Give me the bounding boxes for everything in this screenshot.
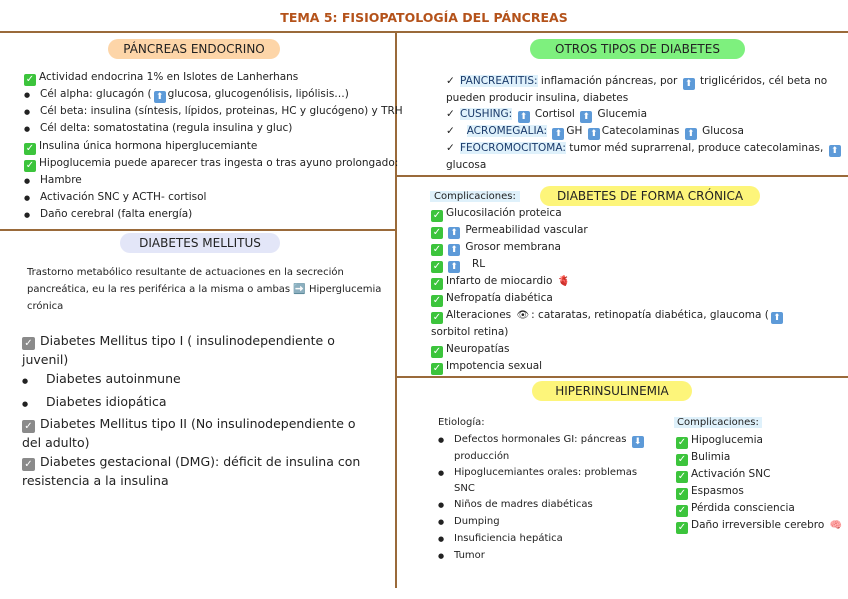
arrow-up-icon: ⬆ bbox=[771, 312, 783, 324]
cronica-list bbox=[431, 205, 785, 375]
checkmark-icon: ✓ bbox=[677, 454, 687, 465]
list-item bbox=[446, 157, 843, 173]
list-item bbox=[431, 239, 785, 256]
item-text: Diabetes Mellitus tipo II (No insulinodependiente o bbox=[40, 415, 356, 431]
item-text: triglicéridos, cél beta no bbox=[696, 75, 828, 87]
bullet-icon: ● bbox=[438, 436, 445, 444]
page-title: TEMA 5: FISIOPATOLOGÍA DEL PÁNCREAS bbox=[280, 10, 568, 25]
item-keyword: ACROMEGALIA: bbox=[466, 125, 548, 138]
divider bbox=[396, 175, 848, 177]
divider bbox=[0, 31, 848, 33]
list-item bbox=[24, 120, 403, 137]
list-item bbox=[24, 172, 403, 189]
checkmark-icon: ✓ bbox=[432, 345, 442, 357]
section-heading-pancreas: PÁNCREAS ENDOCRINO bbox=[108, 39, 280, 59]
list-item bbox=[24, 189, 403, 206]
item-text: Cél delta: somatostatina (regula insulina y gluc) bbox=[40, 122, 293, 135]
item-text: inflamación páncreas, por bbox=[537, 75, 681, 87]
intro-line: pancreática, eu la res periférica a la misma o ambas ➡️ Hiperglucemia bbox=[27, 284, 382, 295]
item-text: Actividad endocrina 1% en Islotes de Lanherhans bbox=[39, 71, 299, 83]
tick-icon: ✓ bbox=[446, 75, 455, 87]
item-text: RL bbox=[462, 258, 486, 270]
arrow-up-icon: ⬆ bbox=[448, 227, 460, 239]
arrow-up-icon: ⬆ bbox=[448, 244, 460, 256]
arrow-up-icon: ⬆ bbox=[154, 91, 166, 103]
list-item bbox=[438, 497, 646, 514]
divider bbox=[396, 376, 848, 378]
item-text: Infarto de miocardio bbox=[446, 275, 556, 287]
arrow-up-icon: ⬆ bbox=[518, 111, 530, 123]
list-item bbox=[22, 414, 360, 433]
checkbox-icon: ✓ bbox=[22, 458, 35, 471]
item-text bbox=[547, 125, 550, 137]
list-item bbox=[438, 465, 646, 482]
item-text: Alteraciones bbox=[446, 309, 515, 322]
tick-icon: ✓ bbox=[446, 125, 455, 138]
checkmark-icon: ✓ bbox=[677, 437, 687, 448]
list-item bbox=[22, 471, 360, 490]
list-item bbox=[24, 86, 403, 103]
item-text: Cél alpha: glucagón ( bbox=[40, 88, 152, 100]
list-item bbox=[22, 369, 360, 391]
item-text: pueden producir insulina, diabetes bbox=[446, 92, 629, 104]
list-item bbox=[431, 324, 785, 340]
list-item bbox=[446, 90, 843, 106]
list-item bbox=[431, 307, 785, 324]
list-item bbox=[24, 69, 403, 86]
list-item bbox=[431, 256, 785, 273]
eye-icon: 👁 bbox=[516, 310, 530, 322]
item-text: producción bbox=[454, 450, 510, 462]
complications-label: Complicaciones: bbox=[430, 191, 520, 202]
section-heading-hiperinsulinemia: HIPERINSULINEMIA bbox=[532, 381, 692, 401]
list-item bbox=[22, 350, 360, 369]
intro-line: Trastorno metabólico resultante de actuaciones en la secreción bbox=[27, 267, 344, 278]
item-text: juvenil) bbox=[22, 352, 69, 368]
heart-icon: 🫀 bbox=[557, 276, 571, 287]
dm-list bbox=[22, 331, 360, 491]
intro-line: crónica bbox=[27, 301, 64, 312]
list-item bbox=[24, 103, 403, 120]
item-text: Tumor bbox=[454, 549, 485, 561]
etiology-label: Etiología: bbox=[438, 417, 485, 428]
item-keyword: FEOCROMOCITOMA: bbox=[460, 142, 566, 155]
item-text: Insulina única hormona hiperglucemiante bbox=[39, 139, 258, 152]
checkmark-icon: ✓ bbox=[432, 227, 442, 238]
bullet-icon: ● bbox=[438, 517, 445, 526]
list-item bbox=[676, 517, 844, 534]
list-item bbox=[676, 449, 844, 466]
checkbox-icon: ✓ bbox=[22, 420, 35, 433]
bullet-icon: ● bbox=[24, 108, 31, 117]
list-item bbox=[22, 392, 360, 414]
item-text: : cataratas, retinopatía diabética, glaucoma ( bbox=[531, 309, 769, 322]
item-text: Impotencia sexual bbox=[446, 359, 543, 372]
list-item bbox=[438, 449, 646, 465]
divider bbox=[0, 229, 395, 231]
arrow-up-icon: ⬆ bbox=[683, 78, 695, 90]
item-text: Catecolaminas bbox=[601, 125, 683, 138]
list-item bbox=[676, 466, 844, 483]
bullet-icon: ● bbox=[24, 176, 31, 185]
list-item bbox=[676, 483, 844, 500]
item-text: Diabetes idiopática bbox=[46, 393, 167, 409]
item-text: Nefropatía diabética bbox=[446, 292, 553, 305]
item-text: Defectos hormonales GI: páncreas bbox=[454, 434, 630, 445]
etiology-list bbox=[438, 432, 646, 564]
list-item bbox=[676, 432, 844, 449]
list-item bbox=[438, 531, 646, 548]
list-item bbox=[24, 206, 403, 223]
item-text: Hipoglucemia bbox=[691, 434, 763, 446]
arrow-up-icon: ⬆ bbox=[685, 128, 697, 140]
list-item bbox=[22, 452, 360, 471]
checkmark-icon: ✓ bbox=[432, 312, 442, 324]
item-text: GH bbox=[566, 125, 586, 138]
item-text: Bulimia bbox=[691, 451, 731, 463]
arrow-up-icon: ⬆ bbox=[552, 128, 564, 140]
item-text: Grosor membrana bbox=[462, 241, 561, 253]
item-text: Niños de madres diabéticas bbox=[454, 499, 593, 511]
list-item bbox=[446, 73, 843, 90]
list-item bbox=[438, 481, 646, 497]
checkmark-icon: ✓ bbox=[677, 488, 687, 499]
checkmark-icon: ✓ bbox=[432, 244, 442, 255]
arrow-up-icon: ⬆ bbox=[588, 128, 600, 140]
item-text: Daño irreversible cerebro bbox=[691, 519, 828, 531]
checkmark-icon: ✓ bbox=[432, 210, 442, 221]
checkmark-icon: ✓ bbox=[25, 142, 35, 154]
item-text: Dumping bbox=[454, 515, 500, 527]
dm-intro bbox=[27, 264, 381, 315]
item-keyword: CUSHING: bbox=[460, 108, 513, 121]
item-text: Espasmos bbox=[691, 485, 744, 497]
tick-icon: ✓ bbox=[446, 142, 455, 155]
checkmark-icon: ✓ bbox=[432, 278, 442, 289]
checkmark-icon: ✓ bbox=[432, 261, 442, 272]
list-item bbox=[438, 432, 646, 449]
bullet-icon: ● bbox=[438, 501, 445, 510]
list-item bbox=[438, 548, 646, 565]
arrow-up-icon: ⬆ bbox=[448, 261, 460, 273]
list-item bbox=[22, 331, 360, 350]
arrow-up-icon: ⬆ bbox=[829, 145, 841, 157]
bullet-icon: ● bbox=[22, 399, 29, 408]
checkmark-icon: ✓ bbox=[677, 471, 687, 482]
list-item bbox=[24, 155, 403, 172]
item-text: Pérdida consciencia bbox=[691, 502, 795, 514]
bullet-icon: ● bbox=[22, 377, 29, 386]
item-text: Diabetes gestacional (DMG): déficit de insulina con bbox=[40, 454, 361, 470]
checkmark-icon: ✓ bbox=[25, 74, 35, 85]
bullet-icon: ● bbox=[438, 534, 445, 543]
item-text: sorbitol retina) bbox=[431, 326, 509, 339]
item-text: Insuficiencia hepática bbox=[454, 532, 563, 544]
bullet-icon: ● bbox=[438, 468, 445, 477]
bullet-icon: ● bbox=[24, 193, 31, 202]
item-text: Diabetes Mellitus tipo I ( insulinodependiente o bbox=[40, 333, 335, 348]
arrow-up-icon: ⬆ bbox=[580, 111, 592, 123]
section-heading-cronica: DIABETES DE FORMA CRÓNICA bbox=[540, 186, 760, 206]
list-item bbox=[431, 341, 785, 358]
checkmark-icon: ✓ bbox=[677, 522, 687, 533]
list-item bbox=[431, 222, 785, 239]
item-text: Glucemia bbox=[594, 108, 647, 121]
item-text: Glucosilación proteica bbox=[446, 207, 562, 219]
list-item bbox=[438, 514, 646, 531]
pancreas-list bbox=[24, 69, 403, 223]
checkmark-icon: ✓ bbox=[432, 362, 442, 374]
bullet-icon: ● bbox=[24, 125, 31, 134]
list-item bbox=[431, 358, 785, 375]
item-text: Cortisol bbox=[531, 108, 579, 121]
item-text: Activación SNC bbox=[691, 468, 771, 480]
arrow-down-icon: ⬇ bbox=[632, 436, 644, 448]
checkmark-icon: ✓ bbox=[432, 295, 442, 307]
checkbox-icon: ✓ bbox=[22, 337, 35, 350]
item-text bbox=[460, 125, 467, 137]
item-text: Permeabilidad vascular bbox=[462, 224, 588, 236]
item-text: tumor méd suprarrenal, produce catecolaminas, bbox=[565, 142, 827, 155]
section-heading-otros: OTROS TIPOS DE DIABETES bbox=[530, 39, 745, 59]
bullet-icon: ● bbox=[438, 551, 445, 560]
tick-icon: ✓ bbox=[446, 108, 455, 121]
item-text: Hipoglucemia puede aparecer tras ingesta o tras ayuno prolongado: bbox=[39, 156, 399, 169]
item-text: Diabetes autoinmune bbox=[46, 371, 181, 387]
item-text: Activación SNC y ACTH- cortisol bbox=[40, 190, 207, 203]
item-text: Hipoglucemiantes orales: problemas bbox=[454, 466, 638, 478]
item-text: glucosa bbox=[446, 159, 487, 172]
item-text: Glucosa bbox=[698, 125, 744, 138]
list-item bbox=[446, 106, 843, 123]
list-item bbox=[676, 500, 844, 517]
item-text: resistencia a la insulina bbox=[22, 473, 169, 489]
list-item bbox=[22, 433, 360, 452]
bullet-icon: ● bbox=[24, 91, 31, 99]
item-text: Hambre bbox=[40, 173, 82, 186]
list-item bbox=[431, 290, 785, 307]
list-item bbox=[431, 273, 785, 290]
item-text: Neuropatías bbox=[446, 342, 510, 355]
checkmark-icon: ✓ bbox=[25, 159, 35, 171]
item-text: Cél beta: insulina (síntesis, lípidos, proteinas, HC y glucógeno) y TRH bbox=[40, 105, 403, 118]
hiper-complications-list bbox=[676, 432, 844, 534]
item-text: SNC bbox=[454, 483, 475, 495]
list-item bbox=[431, 205, 785, 222]
list-item bbox=[24, 138, 403, 155]
otros-list bbox=[446, 73, 843, 174]
brain-icon: 🧠 bbox=[829, 520, 843, 531]
list-item bbox=[446, 140, 843, 157]
complications-label: Complicaciones: bbox=[674, 417, 762, 428]
item-text bbox=[512, 108, 515, 120]
list-item bbox=[446, 123, 843, 140]
item-text: del adulto) bbox=[22, 435, 90, 451]
item-keyword: PANCREATITIS: bbox=[460, 75, 538, 87]
checkmark-icon: ✓ bbox=[677, 505, 687, 516]
section-heading-diabetes-mellitus: DIABETES MELLITUS bbox=[120, 233, 280, 253]
item-text: Daño cerebral (falta energía) bbox=[40, 208, 193, 221]
item-text: glucosa, glucogenólisis, lipólisis…) bbox=[167, 88, 349, 100]
bullet-icon: ● bbox=[24, 211, 31, 220]
